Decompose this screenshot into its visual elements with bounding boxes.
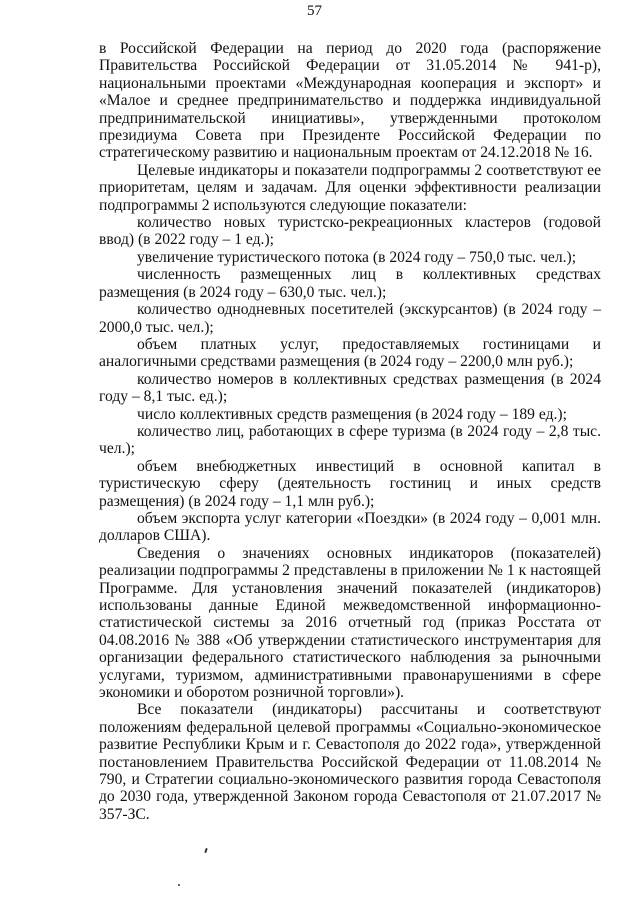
- indicator-tourism-workers: количество лиц, работающих в сфере туризма (в 2024 году – 2,8 тыс. чел.);: [99, 422, 601, 458]
- scan-speck-1: [204, 848, 208, 853]
- indicator-tourist-flow: увеличение туристического потока (в 2024 году – 750,0 тыс. чел.);: [137, 248, 577, 266]
- indicator-clusters: количество новых туристско-рекреационных кластеров (годовой ввод) (в 2022 году – 1 ед.);: [99, 214, 601, 249]
- indicator-day-visitors: количество однодневных посетителей (экскурсантов) (в 2024 году – 2000,0 тыс. чел.);: [99, 301, 601, 336]
- paragraph-indicator-sources: Сведения о значениях основных индикаторов (показателей) реализации подпрограммы 2 представлены в приложении № 1 к настоящей Программе. Для установления значений показателей (индикаторов) использованы данные Единой межведомственной информационно-статистической системы за 2016 отчетный год (приказ Росстата от 04.08.2016 № 388 «Об утверждении статистического инструментария для организации федерального статистического наблюдения за рыночными услугами, туризмом, административными правонарушениями в сфере экономики и оборотом розничной торговли»).: [99, 544, 601, 702]
- paragraph-compliance: Все показатели (индикаторы) рассчитаны и соответствуют положениям федеральной целевой программы «Социально-экономическое развитие Республики Крым и г. Севастополя до 2022 года», утвержденной постановлением Правительства Российской Федерации от 11.08.2014 № 790, и Стратегии социально-экономического развития города Севастополя до 2030 года, утвержденной Законом города Севастополя от 21.07.2017 № 357-ЗС.: [99, 701, 601, 823]
- indicator-paid-services: объем платных услуг, предоставляемых гостиницами и аналогичными средствами размещения (в 2024 году – 2200,0 млн руб.);: [99, 335, 601, 371]
- indicator-accommodation-facilities: число коллективных средств размещения (в 2024 году – 189 ед.);: [137, 405, 567, 423]
- paragraph-2: Целевые индикаторы и показатели подпрограммы 2 соответствуют ее приоритетам, целям и задачам. Для оценки эффективности реализации подпрограммы 2 используются следующие показатели:: [99, 161, 601, 214]
- indicator-room-count: количество номеров в коллективных средствах размещения (в 2024 году – 8,1 тыс. ед.);: [99, 370, 601, 406]
- indicator-accommodated-persons: численность размещенных лиц в коллективных средствах размещения (в 2024 году – 630,0 тыс. чел.);: [99, 266, 601, 301]
- scan-speck-2: [178, 884, 180, 886]
- indicator-export: объем экспорта услуг категории «Поездки» (в 2024 году – 0,001 млн. долларов США).: [99, 509, 601, 545]
- page-number: 57: [307, 3, 322, 19]
- document-body: [99, 40, 601, 823]
- indicator-investments: объем внебюджетных инвестиций в основной капитал в туристическую сферу (деятельность гостиниц и иных средств размещения) (в 2024 году – 1,1 млн руб.);: [99, 457, 601, 510]
- paragraph-1: в Российской Федерации на период до 2020 года (распоряжение Правительства Российской Федерации от 31.05.2014 № 941-р), национальными проектами «Международная кооперация и экспорт» и «Малое и среднее предпринимательство и поддержка индивидуальной предпринимательской инициативы», утвержденными протоколом президиума Совета при Президенте Российской Федерации по стратегическому развитию и национальным проектам от 24.12.2018 № 16.: [99, 40, 601, 162]
